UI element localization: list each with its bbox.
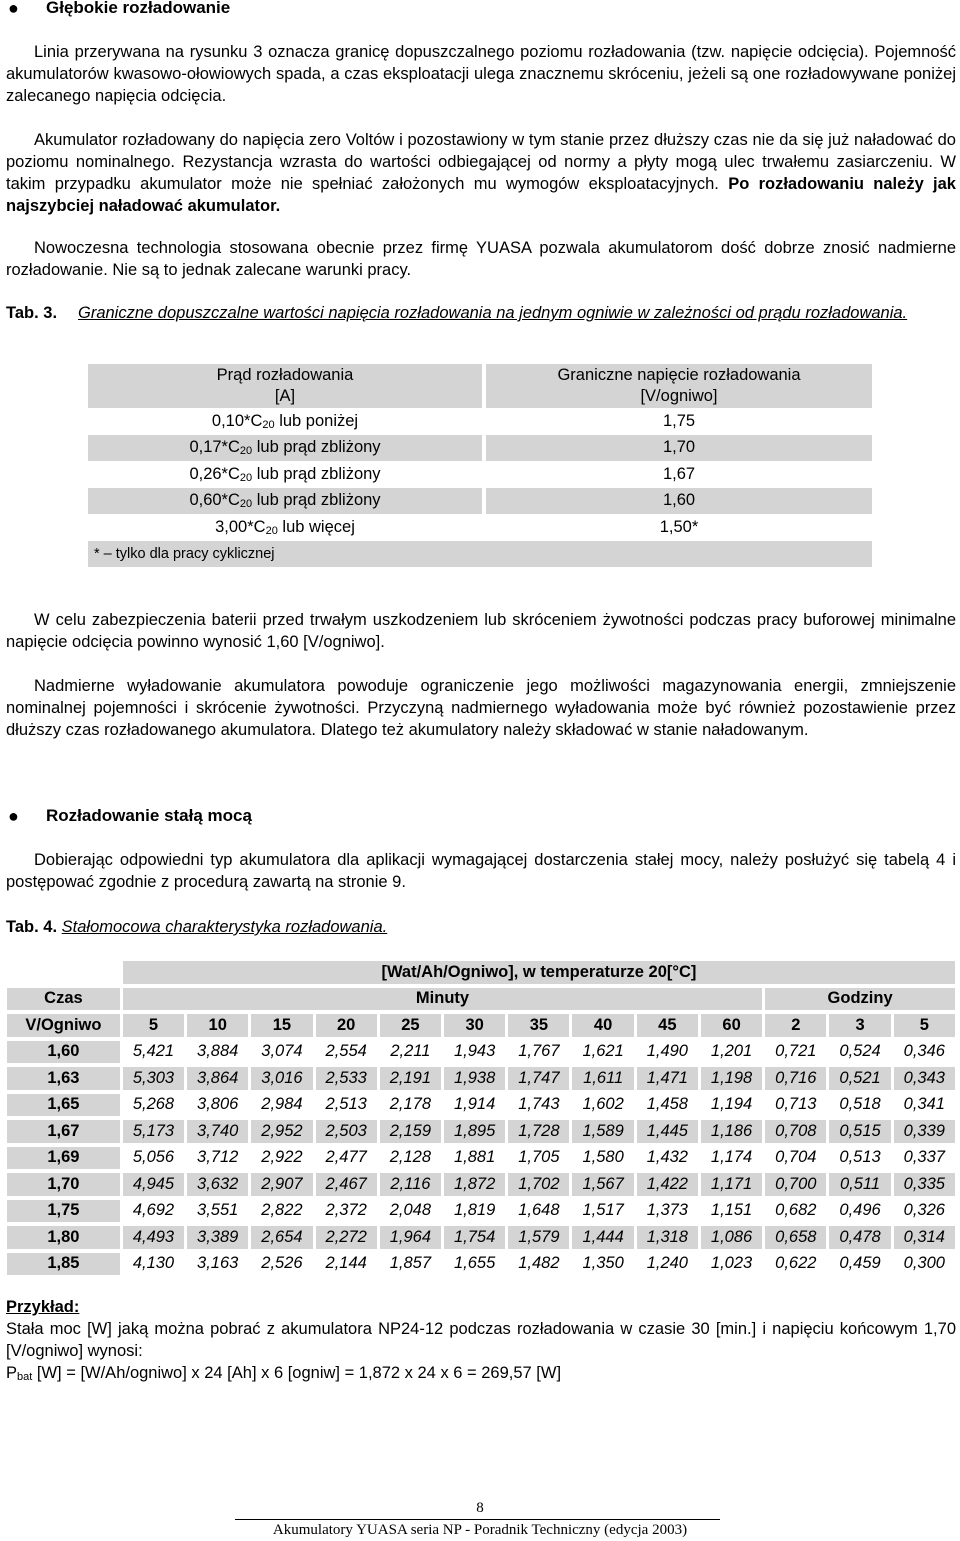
table4-cell: 4,493 [123,1226,184,1249]
bullet-icon: ● [8,806,19,826]
table4-col-header: 5 [123,1014,184,1037]
table4-cell: 1,747 [508,1067,569,1090]
table-row [7,1120,955,1143]
table4-cell: 1,914 [453,1095,496,1114]
table4-cell: 1,589 [572,1120,633,1143]
table4-cell: 0,341 [903,1095,945,1114]
table4-col-header: 45 [637,1014,698,1037]
table4-cell: 2,922 [261,1148,303,1167]
table4-cell: 2,907 [251,1173,312,1196]
footer-divider [235,1519,720,1520]
table4-cell: 5,421 [132,1042,175,1061]
table4-cell: 5,173 [123,1120,184,1143]
table4-cell: 2,128 [389,1148,432,1167]
table3-col1-header: Prąd rozładowania [A] [88,364,482,408]
table-row [7,1173,955,1196]
table4-row-voltage: 1,67 [7,1120,120,1143]
table4-cell: 1,445 [637,1120,698,1143]
table4-cell: 1,240 [646,1254,688,1273]
bullet-icon: ● [8,0,19,18]
table3-caption: Tab. 3. Graniczne dopuszczalne wartości napięcia rozładowania na jednym ogniwie w zależności od prądu rozładowania. [6,304,908,322]
table4-cell: 1,648 [518,1201,560,1220]
table4-group-header-row: Czas Minuty Godziny [7,988,955,1011]
table4-cell: 1,490 [646,1042,688,1061]
table4-cell: 2,144 [325,1254,367,1273]
table4-cell: 1,655 [453,1254,496,1273]
table4-cell: 1,482 [518,1254,560,1273]
table4-cell: 1,422 [637,1173,698,1196]
table4-cell: 0,700 [765,1173,826,1196]
table4-cell: 1,964 [380,1226,441,1249]
table4-row-voltage: 1,75 [7,1200,120,1223]
table4-col-header: 5 [894,1014,955,1037]
table4-cell: 2,048 [389,1201,432,1220]
table4-cell: 0,524 [839,1042,881,1061]
table4-cell: 1,872 [444,1173,505,1196]
table-row [7,1094,955,1117]
table4-cell: 3,632 [187,1173,248,1196]
table4-cell: 1,318 [637,1226,698,1249]
table4-cell: 1,611 [572,1067,633,1090]
paragraph-over-discharge: Nadmierne wyładowanie akumulatora powoduje ograniczenie jego możliwości magazynowania energii, zmniejszenie nominalnej pojemności i skrócenie żywotności. Przyczyną nadmiernego wyładowania może być również pozostawienie przez dłuższy czas rozładowanego akumulatora. Dlatego też akumulatory należy składować w stanie naładowanym. [6,677,956,739]
example-block: Przykład: Stała moc [W] jaką można pobrać z akumulatora NP24-12 podczas rozładowania w czasie 30 [min.] i napięciu końcowym 1,70 [V/ogniwo] wynosi: $P_{bat}$ [W] = [W/Ah/ogniwo] x 24 [Ah] x 6 [ogniw] = 1,872 x 24 x 6 = 269,57 [W] [6,1296,956,1388]
table4-cell: 1,023 [710,1254,753,1273]
table3-col2-header: Graniczne napięcie rozładowania [V/ogniwo] [486,364,872,408]
table4-cell: 1,602 [582,1095,624,1114]
table4-cell: 2,191 [380,1067,441,1090]
paragraph-cutoff-voltage: Linia przerywana na rysunku 3 oznacza granicę dopuszczalnego poziomu rozładowania (tzw. napięcie odcięcia). Pojemność akumulatorów kwasowo-ołowiowych spada, a czas eksploatacji ulega znacznemu skróceniu, jeżeli są one rozładowywane poniżej zalecanego napięcia odcięcia. [6,43,956,105]
table-row: $3,00*C_{20}$ lub więcej 1,50* [88,514,872,541]
table4-col-header: 25 [380,1014,441,1037]
table4-row-voltage: 1,63 [7,1067,120,1090]
table4-cell: 1,373 [646,1201,688,1220]
table4-cell: 2,952 [251,1120,312,1143]
table4-cell: 3,163 [197,1254,239,1273]
table4-cell: 3,389 [187,1226,248,1249]
table4-cell: 1,171 [701,1173,762,1196]
table4-cell: 0,339 [894,1120,955,1143]
table4-cell: 1,621 [582,1042,624,1061]
table4-cell: 0,337 [903,1148,945,1167]
table4-cell: 0,343 [894,1067,955,1090]
table4-cell: 1,728 [508,1120,569,1143]
table4-cell: 1,458 [646,1095,688,1114]
table-row: $0,60*C_{20}$ lub prąd zbliżony 1,60 [88,488,872,515]
table4-cell: 1,194 [710,1095,753,1114]
table4-cell: 2,178 [389,1095,432,1114]
table-row [7,1067,955,1090]
table4-cell: 0,496 [839,1201,881,1220]
paragraph-min-cutoff: W celu zabezpieczenia baterii przed trwałym uszkodzeniem lub skróceniem żywotności podczas pracy buforowej minimalne napięcie odcięcia powinno wynosić 1,60 [V/ogniwo]. [6,611,956,651]
paragraph-zero-volt: Akumulator rozładowany do napięcia zero Voltów i pozostawiony w tym stanie przez dłuższy czas nie da się już naładować do poziomu nominalnego. Rezystancja wzrasta do wartości odbiegającej od normy a płyty mogą ulec trwałemu zasiarczeniu. W takim przypadku akumulator może nie spełniać założonych mu wymogów eksploatacyjnych. Po rozładowaniu należy jak najszybciej naładować akumulator. [6,131,956,215]
table4-col-header: 35 [508,1014,569,1037]
table4-cell: 1,943 [453,1042,496,1061]
table4-cell: 1,198 [701,1067,762,1090]
table4-caption: Tab. 4. Stałomocowa charakterystyka rozładowania. [6,918,388,936]
table4-col-header: 10 [187,1014,248,1037]
table4-cell: 0,346 [903,1042,945,1061]
table-row [7,1253,955,1276]
table4-cell: 1,432 [646,1148,688,1167]
table4-cell: 0,704 [775,1148,817,1167]
table4-col-header: 15 [251,1014,312,1037]
table4-cell: 1,938 [444,1067,505,1090]
table4-cell: 0,721 [775,1042,817,1061]
table4-cell: 0,518 [839,1095,881,1114]
table4-cell: 1,151 [710,1201,753,1220]
section-heading-deep-discharge: ● Głębokie rozładowanie [8,0,231,18]
table4-cell: 2,477 [325,1148,367,1167]
table4-cell: 1,350 [582,1254,624,1273]
table4-cell: 2,654 [251,1226,312,1249]
table4-cell: 4,692 [132,1201,175,1220]
table4-cell: 0,300 [903,1254,945,1273]
table4-cell: 3,884 [197,1042,239,1061]
table4-cell: 3,806 [197,1095,239,1114]
paragraph-constant-power: Dobierając odpowiedni typ akumulatora dla aplikacji wymagającej dostarczenia stałej mocy, należy posłużyć się tabelą 4 i postępować zgodnie z procedurą zawartą na stronie 9. [6,851,956,891]
table4-super-header-row: [Wat/Ah/Ogniwo], w temperaturze 20[°C] [7,961,955,984]
table4-col-header: 40 [572,1014,633,1037]
table4-cell: 2,513 [325,1095,367,1114]
table4-cell: 1,579 [508,1226,569,1249]
table4-cell: 2,554 [325,1042,367,1061]
table4-col-header: 2 [765,1014,826,1037]
table4-cell: 1,857 [389,1254,432,1273]
table4-cell: 2,533 [316,1067,377,1090]
table4-row-voltage: 1,69 [7,1147,120,1170]
table4-cell: 3,712 [197,1148,239,1167]
table-row [7,1200,955,1223]
table4-cell: 4,130 [132,1254,175,1273]
table3-discharge-limits [88,364,872,567]
table4-cell: 2,822 [261,1201,303,1220]
table4-cell: 5,303 [123,1067,184,1090]
section-heading-constant-power: ● Rozładowanie stałą mocą [8,806,252,826]
table4-cell: 1,086 [701,1226,762,1249]
table4-cell: 0,326 [903,1201,945,1220]
table4-cell: 1,174 [710,1148,753,1167]
table4-cell: 2,503 [316,1120,377,1143]
table4-cell: 1,444 [572,1226,633,1249]
table-row [7,1147,955,1170]
table4-cell: 0,314 [894,1226,955,1249]
table4-cell: 0,682 [775,1201,817,1220]
table4-cell: 0,478 [829,1226,890,1249]
table-row: $0,26*C_{20}$ lub prąd zbliżony 1,67 [88,461,872,488]
table4-col-header: 60 [701,1014,762,1037]
table4-cell: 5,268 [132,1095,175,1114]
table4-cell: 3,740 [187,1120,248,1143]
table4-cell: 4,945 [123,1173,184,1196]
table4-cell: 3,551 [197,1201,239,1220]
table4-cell: 1,567 [572,1173,633,1196]
table4-cell: 0,511 [829,1173,890,1196]
table4-cell: 0,622 [775,1254,817,1273]
table4-cell: 1,702 [508,1173,569,1196]
table4-cell: 1,517 [582,1201,624,1220]
table4-cell: 1,743 [518,1095,560,1114]
table4-cell: 3,074 [261,1042,303,1061]
table-row: $0,17*C_{20}$ lub prąd zbliżony 1,70 [88,435,872,462]
table4-cell: 1,471 [637,1067,698,1090]
table-row [7,1226,955,1249]
table4-cell: 1,754 [444,1226,505,1249]
table4-cell: 1,201 [710,1042,753,1061]
table3-header-row [88,364,872,408]
table4-cell: 0,708 [765,1120,826,1143]
table4-cell: 0,716 [765,1067,826,1090]
table4-cell: 2,211 [390,1042,431,1061]
table-row: $0,10*C_{20}$ lub poniżej 1,75 [88,408,872,435]
table4-row-voltage: 1,60 [7,1041,120,1064]
table4-cell: 2,159 [380,1120,441,1143]
table4-cell: 0,658 [765,1226,826,1249]
footer-text: Akumulatory YUASA seria NP - Poradnik Techniczny (edycja 2003) [272,1522,688,1538]
table4-cell: 1,186 [701,1120,762,1143]
table4-col-header: 30 [444,1014,505,1037]
table-row [7,1041,955,1064]
paragraph-yuasa-technology: Nowoczesna technologia stosowana obecnie przez firmę YUASA pozwala akumulatorom dość dobrze znosić nadmierne rozładowanie. Nie są to jednak zalecane warunki pracy. [6,239,956,279]
table4-cell: 1,767 [518,1042,560,1061]
table4-cell: 0,713 [775,1095,817,1114]
table4-cell: 0,513 [839,1148,881,1167]
table4-cell: 1,881 [453,1148,496,1167]
table4-column-header-row: V/Ogniwo 5 10 15 20 25 30 35 40 45 60 2 3 5 [7,1014,955,1037]
table4-col-header: 3 [829,1014,890,1037]
table4-cell: 0,521 [829,1067,890,1090]
table4-cell: 0,335 [894,1173,955,1196]
table4-cell: 1,705 [518,1148,560,1167]
table4-cell: 2,116 [380,1173,441,1196]
table4-row-voltage: 1,80 [7,1226,120,1249]
table4-row-voltage: 1,65 [7,1094,120,1117]
table4-cell: 1,895 [444,1120,505,1143]
table4-cell: 2,467 [316,1173,377,1196]
table4-cell: 1,580 [582,1148,624,1167]
table4-cell: 3,864 [187,1067,248,1090]
table4-cell: 3,016 [251,1067,312,1090]
table4-row-voltage: 1,70 [7,1173,120,1196]
table4-cell: 2,526 [261,1254,303,1273]
table4-constant-power [4,957,958,1279]
table4-cell: 2,272 [316,1226,377,1249]
table4-cell: 5,056 [132,1148,175,1167]
example-formula: $P_{bat}$ [W] = [W/Ah/ogniwo] x 24 [Ah] x 6 [ogniw] = 1,872 x 24 x 6 = 269,57 [W] [6,1364,562,1383]
table4-cell: 0,515 [829,1120,890,1143]
page-number: 8 [476,1500,484,1516]
table4-col-header: 20 [316,1014,377,1037]
table4-cell: 2,372 [325,1201,367,1220]
table4-cell: 0,459 [839,1254,881,1273]
table4-row-voltage: 1,85 [7,1253,120,1276]
table4-cell: 2,984 [261,1095,303,1114]
table3-footnote-row: * – tylko dla pracy cyklicznej [88,541,872,568]
table4-cell: 1,819 [453,1201,496,1220]
